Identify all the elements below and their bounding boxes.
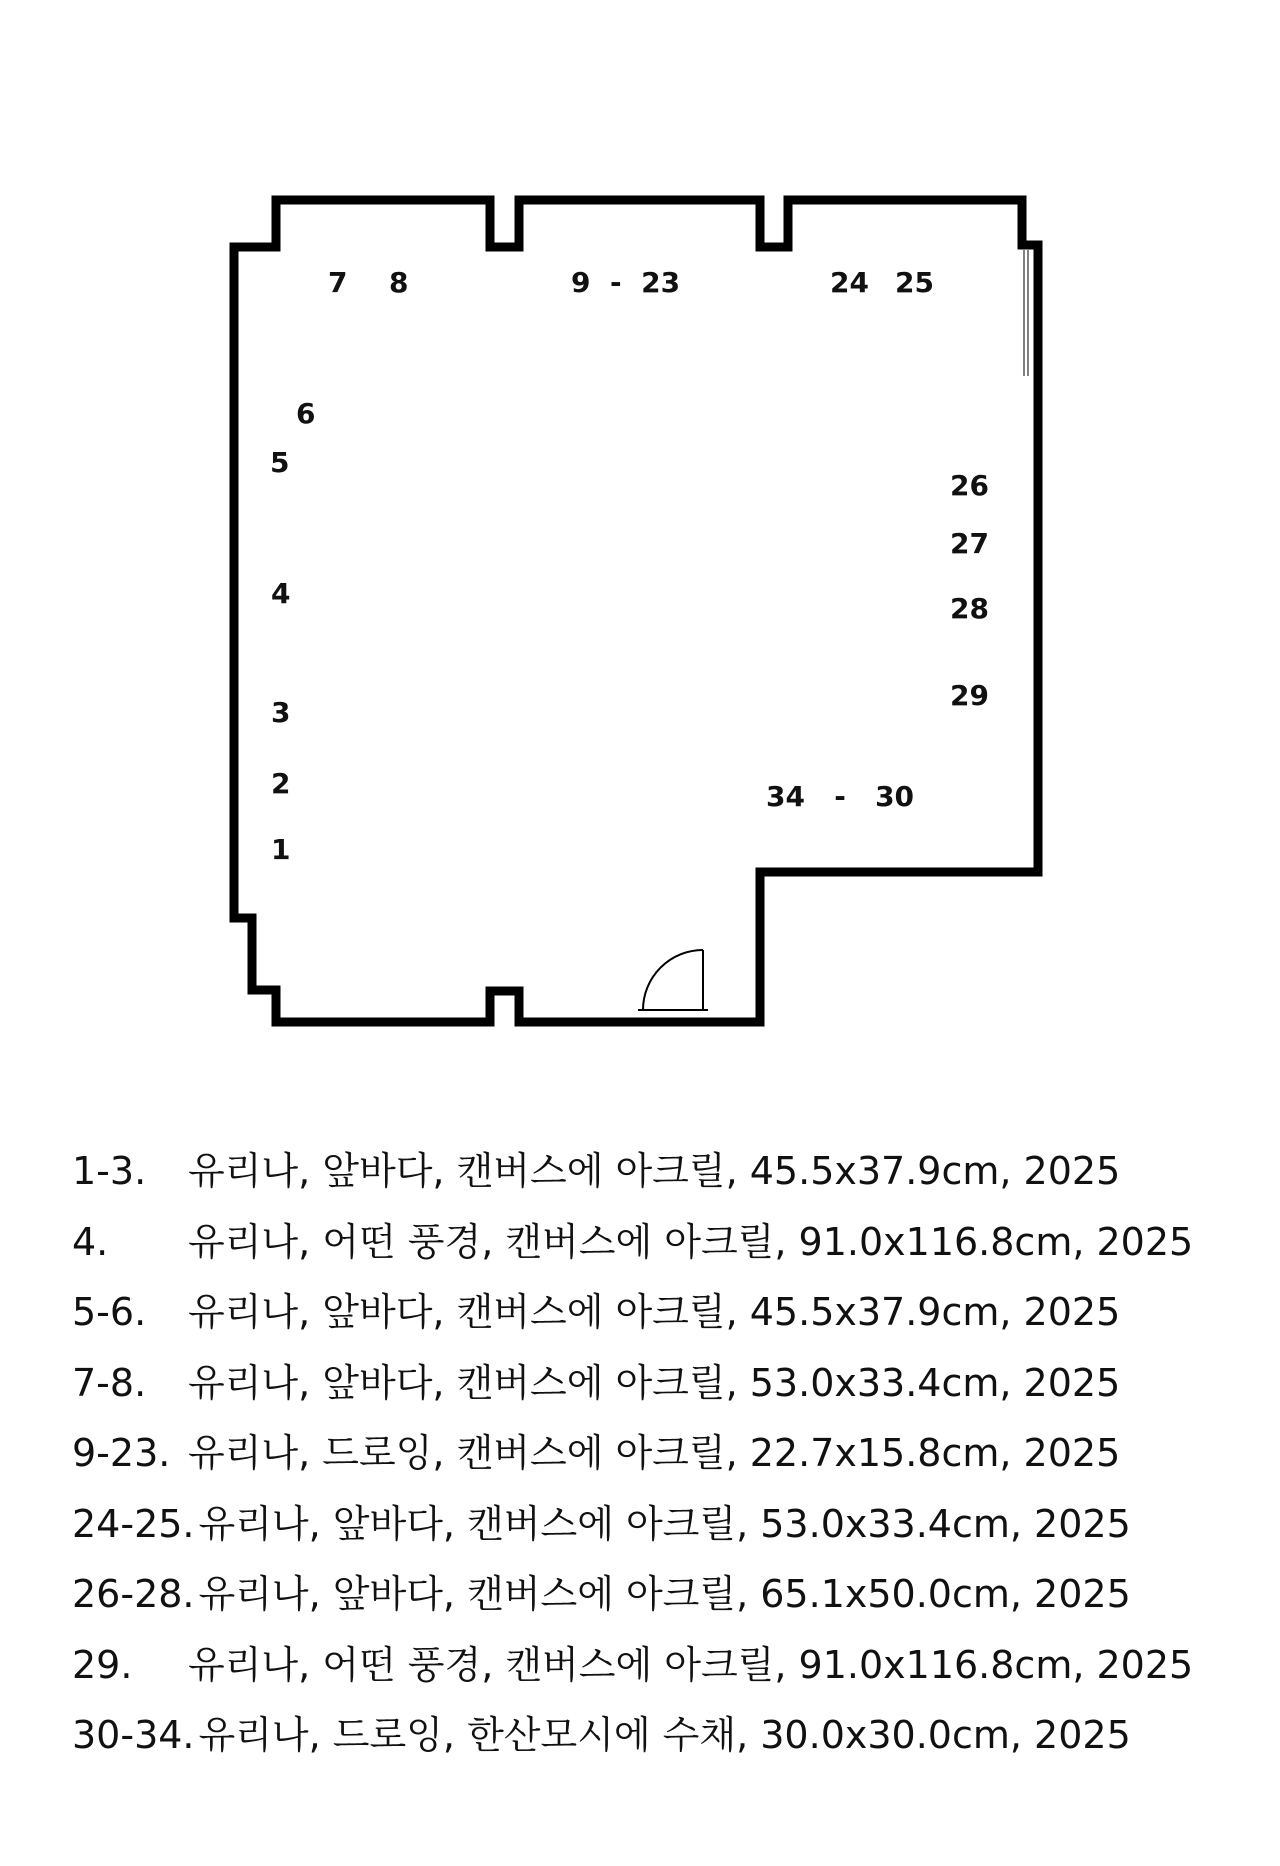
label-29: 29 (950, 679, 989, 712)
legend-text: 유리나, 앞바다, 캔버스에 아크릴, 65.1x50.0cm, 2025 (198, 1572, 1131, 1616)
label-26: 26 (950, 469, 989, 502)
legend-row (72, 1352, 1232, 1423)
legend-text: 유리나, 어떤 풍경, 캔버스에 아크릴, 91.0x116.8cm, 2025 (188, 1219, 1194, 1264)
label-5: 5 (270, 446, 290, 479)
legend-row (72, 1211, 1232, 1282)
label-27: 27 (950, 527, 989, 560)
label-28: 28 (950, 592, 989, 625)
label-24: 24 (830, 266, 869, 299)
legend-row (72, 1140, 1232, 1211)
legend-row (72, 1422, 1232, 1493)
legend-id: 1-3. (72, 1149, 147, 1193)
legend-id: 24-25. (72, 1501, 195, 1546)
entrance-door (638, 950, 708, 1010)
legend-row (72, 1704, 1232, 1775)
label-3: 3 (271, 696, 291, 729)
label-25: 25 (895, 266, 934, 299)
label-34-30: 34 - 30 (766, 780, 915, 813)
legend-text: 유리나, 앞바다, 캔버스에 아크릴, 45.5x37.9cm, 2025 (188, 1149, 1121, 1193)
window-marker (1024, 250, 1028, 376)
legend-row (72, 1563, 1232, 1634)
legend-id: 30-34. (72, 1713, 195, 1757)
legend-text: 유리나, 앞바다, 캔버스에 아크릴, 53.0x33.4cm, 2025 (188, 1360, 1121, 1405)
legend-id: 29. (72, 1642, 133, 1687)
legend-id: 9-23. (72, 1431, 171, 1475)
legend-id: 26-28. (72, 1572, 195, 1616)
label-8: 8 (389, 266, 409, 299)
legend-text: 유리나, 어떤 풍경, 캔버스에 아크릴, 91.0x116.8cm, 2025 (188, 1642, 1194, 1687)
legend-text: 유리나, 앞바다, 캔버스에 아크릴, 53.0x33.4cm, 2025 (198, 1501, 1131, 1546)
label-7: 7 (328, 266, 348, 299)
legend-text: 유리나, 드로잉, 캔버스에 아크릴, 22.7x15.8cm, 2025 (188, 1431, 1121, 1475)
label-9-23: 9 - 23 (571, 266, 681, 299)
legend-text: 유리나, 드로잉, 한산모시에 수채, 30.0x30.0cm, 2025 (198, 1713, 1131, 1757)
legend-text: 유리나, 앞바다, 캔버스에 아크릴, 45.5x37.9cm, 2025 (188, 1290, 1121, 1334)
legend-row (72, 1281, 1232, 1352)
label-1: 1 (271, 833, 291, 866)
label-2: 2 (271, 767, 291, 800)
legend-id: 4. (72, 1219, 109, 1264)
label-6: 6 (296, 397, 316, 430)
legend-row (72, 1493, 1232, 1564)
legend-id: 5-6. (72, 1290, 147, 1334)
legend-row (72, 1634, 1232, 1705)
artwork-legend (72, 1140, 1232, 1775)
floor-plan-walls (234, 200, 1038, 1022)
label-4: 4 (271, 577, 291, 610)
legend-id: 7-8. (72, 1360, 147, 1405)
